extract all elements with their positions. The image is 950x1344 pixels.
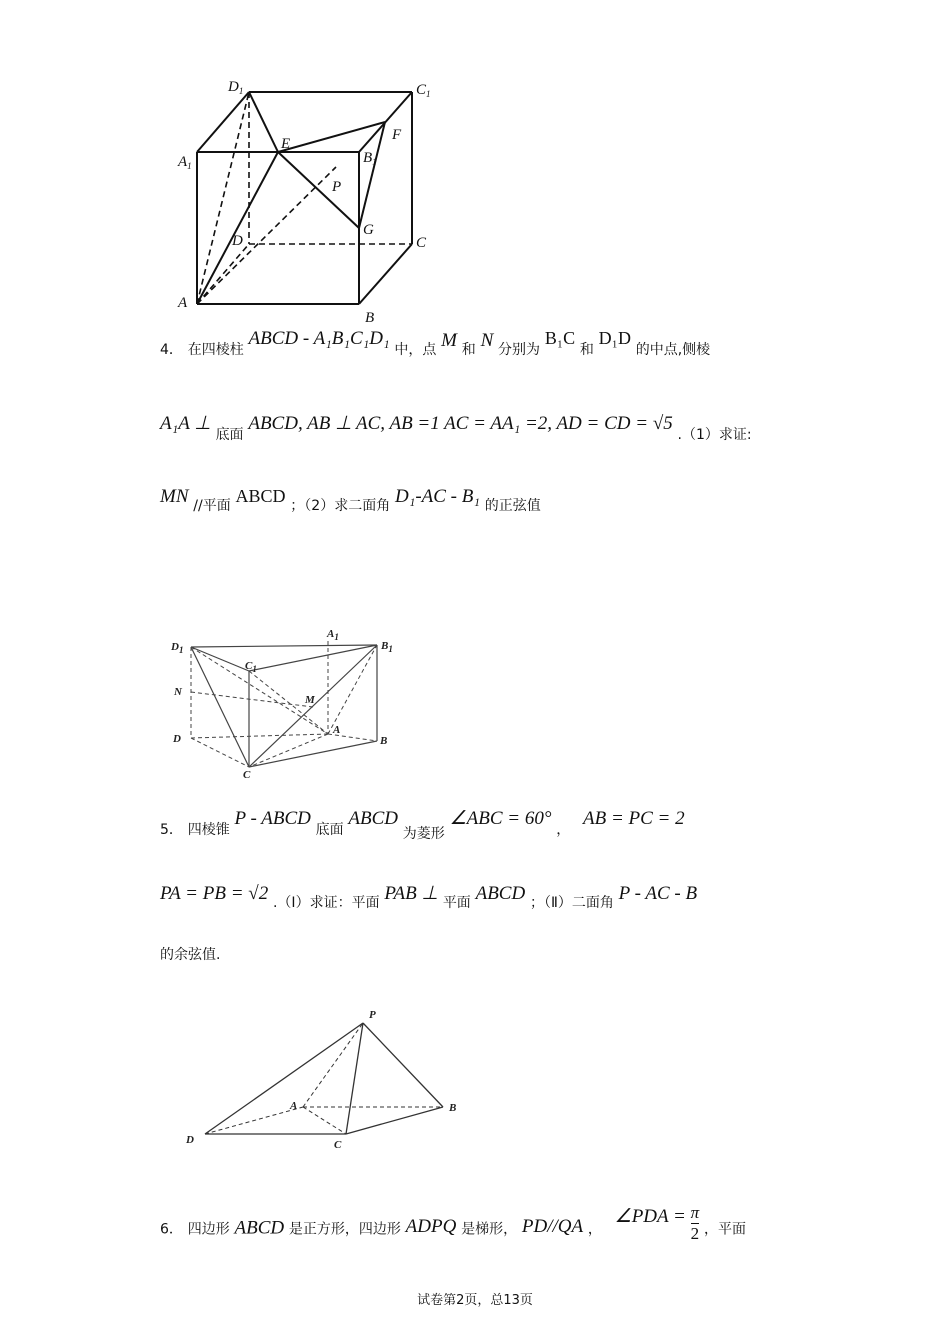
text: //平面 [193, 498, 231, 514]
text: 中，点 [394, 342, 437, 358]
label-E: E [281, 136, 291, 152]
problem6-line1 [160, 1203, 746, 1250]
text: 分别为 [498, 342, 541, 358]
text: 的余弦值. [160, 947, 221, 963]
text: 在四棱柱 [187, 342, 244, 358]
math: D₁D [598, 328, 631, 348]
math: ABCD [348, 808, 399, 829]
text: 平面 [442, 895, 471, 911]
text: 和 [461, 342, 476, 358]
label-B: B [380, 735, 388, 747]
problem4-line2 [160, 412, 752, 443]
math: M [441, 330, 457, 351]
label-C: C [334, 1139, 342, 1151]
label-C: C [416, 235, 427, 251]
page-footer: 试卷第2页，总13页 [417, 1293, 533, 1308]
math: PA = PB = √2 [160, 883, 269, 904]
label-A1: $A_1$ [327, 628, 339, 642]
label-B1: $B_1$ [381, 640, 393, 654]
label-F: F [392, 127, 402, 143]
text: .（Ⅰ）求证：平面 [272, 895, 380, 911]
label-A: A [290, 1100, 298, 1112]
label-P: P [369, 1009, 376, 1021]
math: MN [160, 486, 189, 507]
problem5-line3 [160, 944, 220, 964]
label-D1: $D_1$ [171, 641, 184, 655]
problem-number: 5． [160, 822, 183, 838]
figure-pyramid [180, 1005, 470, 1155]
label-B: B [365, 310, 375, 326]
text: ， [587, 1221, 602, 1238]
text: 四棱锥 [187, 822, 230, 838]
math: B₁C [544, 328, 576, 348]
label-D: D [173, 733, 181, 745]
text: ；（Ⅱ）二面角 [529, 895, 614, 911]
problem5-line2 [160, 882, 698, 911]
math: PD//QA [521, 1215, 584, 1237]
math: D₁-AC - B₁ [395, 486, 480, 507]
math: ABCD, AB ⊥ AC, AB =1 AC = AA₁ =2, AD = CD = √5 [248, 413, 673, 434]
text: 为菱形 [402, 826, 445, 842]
label-A: A [178, 295, 188, 311]
text: ， [556, 822, 571, 838]
fraction-pi-over-2 [691, 1203, 700, 1244]
math: ABCD [234, 1217, 285, 1239]
text: ，平面 [703, 1221, 746, 1238]
label-A1: $A_1$ [178, 154, 192, 171]
label-A: A [333, 724, 341, 736]
label-B1: $B_1$ [363, 150, 377, 167]
math: PAB ⊥ [384, 883, 439, 904]
problem5-line1 [160, 808, 685, 842]
text: 和 [579, 342, 594, 358]
math: ∠ABC = 60° [449, 808, 552, 829]
label-D: D [232, 233, 243, 249]
label-D: D [186, 1134, 194, 1146]
text: 是梯形， [461, 1221, 518, 1238]
math: A₁A ⊥ [160, 413, 211, 434]
figure-cube [170, 70, 450, 335]
label-G: G [363, 222, 374, 238]
label-C: C [243, 769, 251, 781]
math: P - ABCD [234, 808, 311, 829]
text: 的正弦值 [484, 498, 541, 514]
math: ∠PDA = [614, 1205, 686, 1227]
text: .（1）求证: [677, 427, 752, 443]
label-C1: $C_1$ [245, 660, 257, 674]
text: 底面 [315, 822, 344, 838]
problem4-line1 [160, 328, 711, 360]
label-D1: $D_1$ [228, 79, 244, 96]
math: P - AC - B [618, 883, 698, 904]
fraction-denominator: 2 [690, 1224, 700, 1243]
text: 底面 [215, 427, 244, 443]
math: ABCD - A₁B₁C₁D₁ [248, 328, 390, 349]
label-M: M [305, 694, 315, 706]
label-C1: $C_1$ [416, 82, 431, 99]
label-B: B [449, 1102, 457, 1114]
math: ABCD [235, 486, 286, 506]
label-P: P [332, 179, 342, 195]
math: AB = PC = 2 [582, 808, 685, 829]
problem4-line3 [160, 486, 541, 514]
figure-prism [165, 625, 415, 785]
problem-number: 4． [160, 342, 183, 358]
text: 四边形 [187, 1221, 230, 1238]
text: ；（2）求二面角 [290, 498, 391, 514]
math: ABCD [475, 883, 526, 904]
math: N [480, 330, 494, 351]
fraction-numerator: π [690, 1203, 700, 1222]
label-N: N [174, 686, 182, 698]
text: 的中点,侧棱 [635, 342, 711, 358]
math: ADPQ [405, 1215, 457, 1237]
text: 是正方形，四边形 [288, 1221, 401, 1238]
problem-number: 6． [160, 1221, 183, 1238]
